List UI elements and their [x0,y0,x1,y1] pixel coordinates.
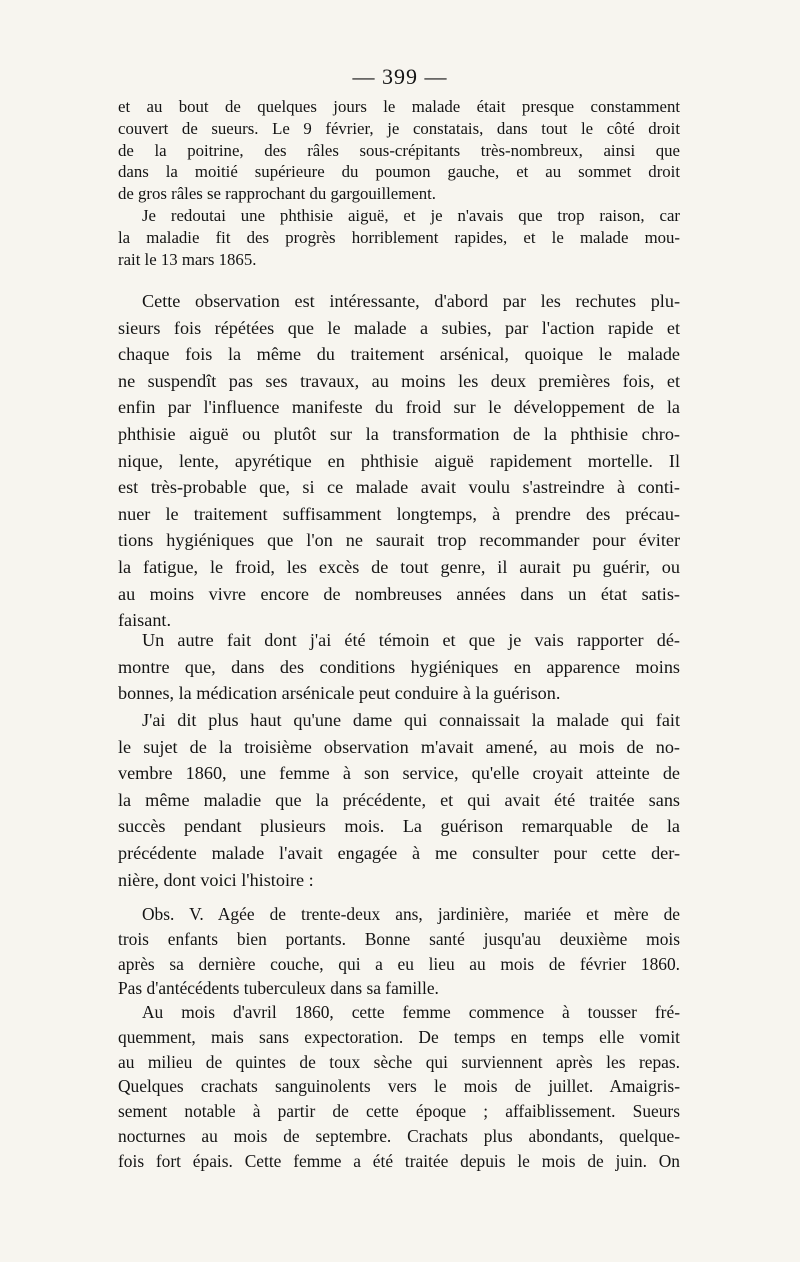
paragraph-7 [118,1000,680,1174]
text-line: et au bout de quelques jours le malade était presque constamment [118,97,680,116]
text-line: phthisie aiguë ou plutôt sur la transformation de la phthisie chro- [118,423,680,444]
text-line: Pas d'antécédents tuberculeux dans sa famille. [118,978,439,999]
text-line: la fatigue, le froid, les excès de tout genre, il aurait pu guérir, ou [118,556,680,577]
text-line: Un autre fait dont j'ai été témoin et que je vais rapporter dé- [142,630,680,650]
text-line: fois fort épais. Cette femme a été traitée depuis le mois de juin. On [118,1150,680,1171]
paragraph-4 [118,627,680,707]
text-line: enfin par l'influence manifeste du froid sur le développement de la [118,397,680,418]
text-line: trois enfants bien portants. Bonne santé jusqu'au deuxième mois [118,928,680,949]
text-line: nocturnes au mois de septembre. Crachats plus abondants, quelque- [118,1125,680,1146]
text-line: montre que, dans des conditions hygiéniques en apparence moins [118,656,680,677]
paragraph-5 [118,707,680,893]
text-line: chaque fois la même du traitement arsénical, quoique le malade [118,344,680,365]
text-line: la maladie fit des progrès horriblement rapides, et le malade mou- [118,227,680,247]
text-line: quemment, mais sans expectoration. De temps en temps elle vomit [118,1026,680,1047]
text-line: le sujet de la troisième observation m'avait amené, au mois de no- [118,736,680,757]
text-line: sement notable à partir de cette époque ; affaiblissement. Sueurs [118,1101,680,1122]
text-line: Cette observation est intéressante, d'abord par les rechutes plu- [142,291,680,311]
text-line: vembre 1860, une femme à son service, qu'elle croyait atteinte de [118,763,680,784]
text-line: sieurs fois répétées que le malade a subies, par l'action rapide et [118,317,680,338]
text-line: Quelques crachats sanguinolents vers le mois de juillet. Amaigris- [118,1076,680,1097]
text-line: est très-probable que, si ce malade avait voulu s'astreindre à conti- [118,477,680,498]
text-line: Je redoutai une phthisie aiguë, et je n'avais que trop raison, car [142,206,680,225]
text-line: de la poitrine, des râles sous-crépitants très-nombreux, ainsi que [118,140,680,160]
text-line: succès pendant plusieurs mois. La guérison remarquable de la [118,816,680,837]
page-number: — 399 — [352,64,448,89]
text-line: nique, lente, apyrétique en phthisie aiguë rapidement mortelle. Il [118,450,680,471]
text-line: précédente malade l'avait engagée à me consulter pour cette der- [118,842,680,863]
text-line: la même maladie que la précédente, et qui avait été traitée sans [118,789,680,810]
paragraph-1 [118,96,680,205]
text-line: Au mois d'avril 1860, cette femme commence à tousser fré- [142,1002,680,1022]
text-line: rait le 13 mars 1865. [118,249,257,269]
text-line: de gros râles se rapprochant du gargouillement. [118,184,436,204]
text-line: au moins vivre encore de nombreuses années dans un état satis- [118,583,680,604]
paragraph-3 [118,288,680,634]
text-line: J'ai dit plus haut qu'une dame qui connaissait la malade qui fait [142,710,680,730]
text-line: couvert de sueurs. Le 9 février, je constatais, dans tout le côté droit [118,118,680,138]
text-line: bonnes, la médication arsénicale peut conduire à la guérison. [118,683,561,704]
text-line: faisant. [118,610,172,631]
paragraph-2 [118,205,680,270]
text-line: tions hygiéniques que l'on ne saurait trop recommander pour éviter [118,530,680,551]
text-line: Obs. V. Agée de trente-deux ans, jardinière, mariée et mère de [142,904,680,924]
text-line: au milieu de quintes de toux sèche qui surviennent après les repas. [118,1051,680,1072]
text-line: ne suspendît pas ses travaux, au moins les deux premières fois, et [118,370,680,391]
text-line: nière, dont voici l'histoire : [118,869,314,890]
text-line: après sa dernière couche, qui a eu lieu au mois de février 1860. [118,953,680,974]
text-line: nuer le traitement suffisamment longtemps, à prendre des précau- [118,503,680,524]
observation-paragraph [118,902,680,1001]
text-line: dans la moitié supérieure du poumon gauche, et au sommet droit [118,162,680,182]
